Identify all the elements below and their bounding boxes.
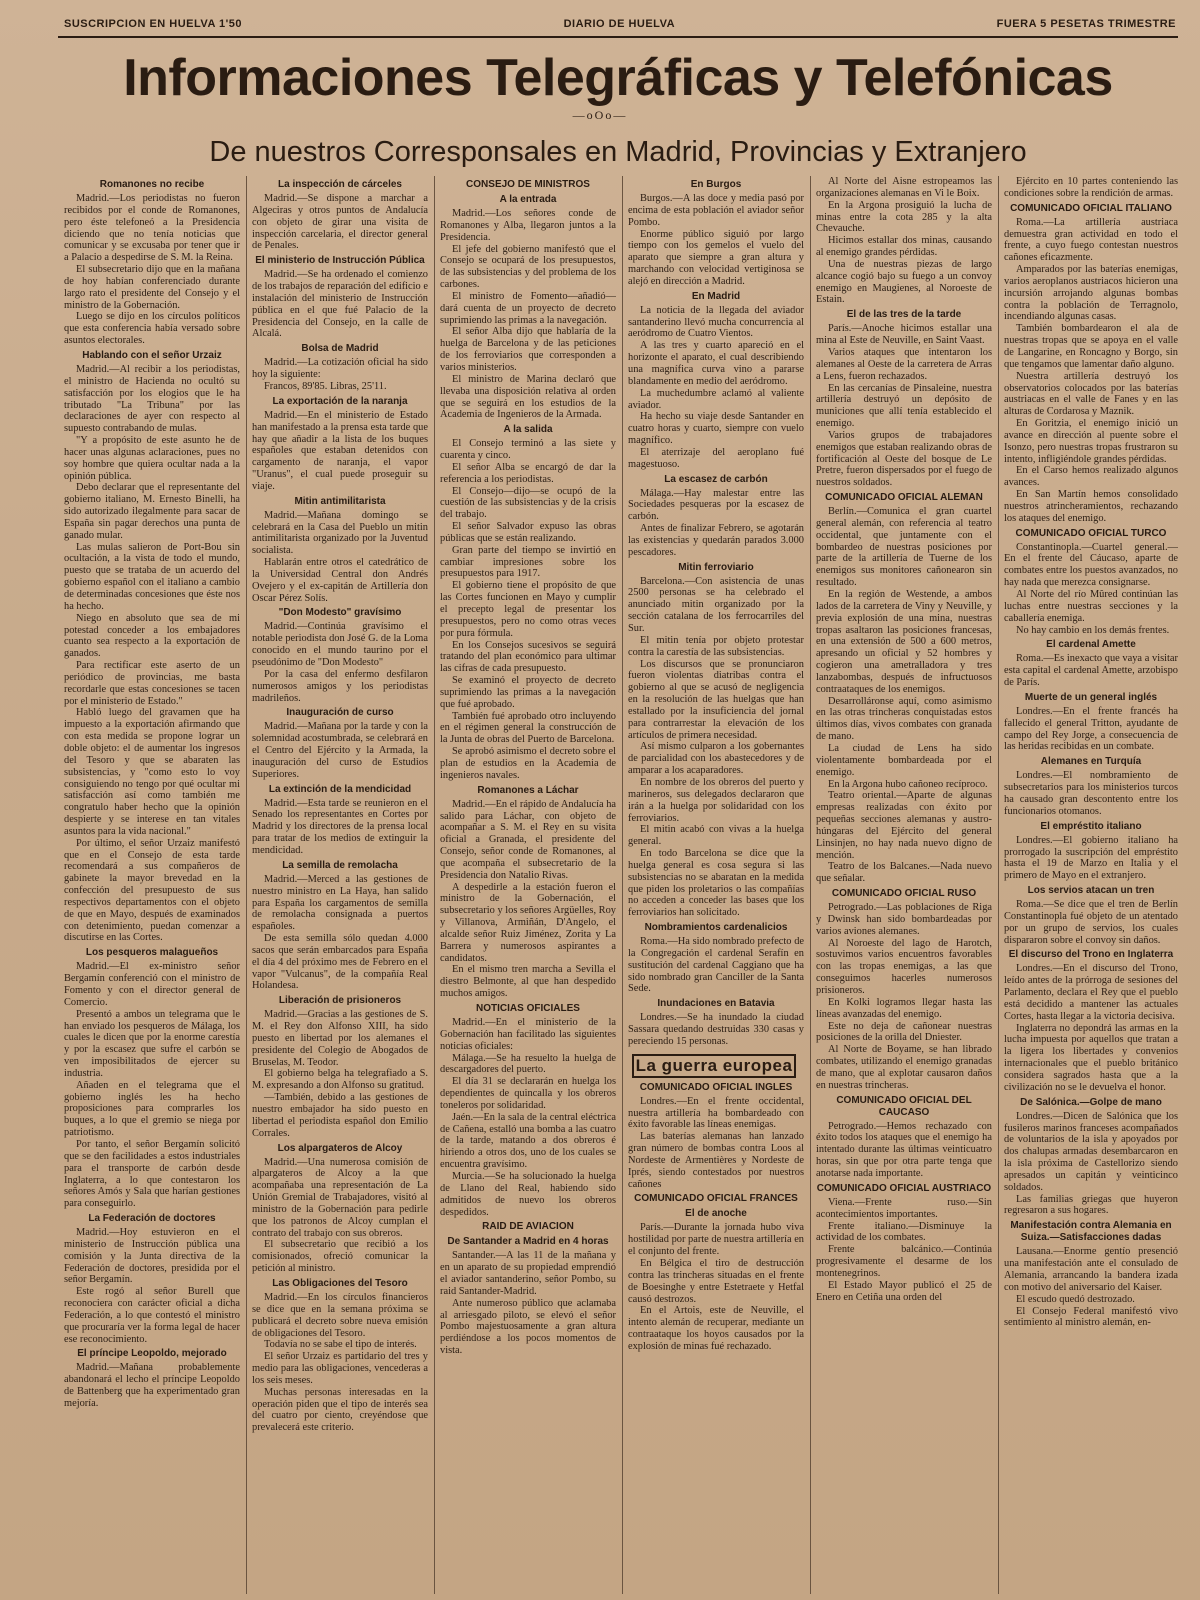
article-paragraph: Frente italiano.—Disminuye la actividad de los combates.: [816, 1220, 992, 1244]
article-heading: COMUNICADO OFICIAL TURCO: [1015, 527, 1167, 539]
article-paragraph: Desarrolláronse aquí, como asimismo en las otras trincheras conquistadas estos últimos días, vivos combates con granada de mano.: [816, 695, 992, 743]
article-paragraph: El subsecretario que recibió a los comisionados, ofreció comunicar la petición al ministro.: [252, 1239, 428, 1275]
article-paragraph: Habló luego del gravamen que ha impuesto a la exportación afirmando que con esta medida se propone lograr un doble objeto: el de aumentar los ingresos del Tesoro y que se abaraten las subsistencias, y "como esto lo voy consiguiendo no tengo por qué ocultar mi satisfacción así como también me congratulo haber hecho que la opinión despierte y se interese en tan vitales asuntos para la vida nacional.": [64, 707, 240, 837]
article-paragraph: Francos, 89'85. Libras, 25'11.: [264, 380, 387, 392]
article-heading: COMUNICADO OFICIAL RUSO: [831, 888, 977, 900]
article-heading: De Salónica.—Golpe de mano: [1020, 1096, 1162, 1108]
article-paragraph: En nombre de los obreros del puerto y marineros, sus delegados declararon que irán a la huelga por solidaridad con los ferroviarios.: [628, 776, 804, 824]
article-heading: El ministerio de Instrucción Pública: [255, 255, 425, 267]
article-paragraph: Madrid.—Se ha ordenado el comienzo de los trabajos de reparación del edificio e instalación del ministerio de Instrucción pública en el que fué Palacio de la Presidencia del Consejo, en la calle de Alcalá.: [252, 269, 428, 340]
article-heading: RAID DE AVIACION: [482, 1221, 574, 1233]
article-paragraph: Londres.—Dicen de Salónica que los fusileros marinos franceses acompañados de voluntarios de la isla y apoyados por dos chalupas armadas desembarcaron en la isla próxima de Castellorizo siendo apresados un capitán y veinticinco soldados.: [1004, 1110, 1178, 1193]
article-heading: El de anoche: [685, 1208, 747, 1220]
article-heading: COMUNICADO OFICIAL FRANCES: [634, 1193, 798, 1205]
article-paragraph: Roma.—Se dice que el tren de Berlín Constantinopla fué objeto de un atentado por un grupo de servios, los cuales dispararon sobre el convoy sin daños.: [1004, 899, 1178, 946]
article-paragraph: En Kolki logramos llegar hasta las líneas avanzadas del enemigo.: [816, 996, 992, 1020]
article-heading: La inspección de cárceles: [278, 179, 402, 190]
article-paragraph: Londres.—En el frente francés ha fallecido el general Tritton, ayudante de campo del Rey Jorge, a consecuencia de las heridas recibidas en un combate.: [1004, 705, 1178, 753]
article-paragraph: Por tanto, el señor Bergamín solicitó que se den facilidades a estos industriales para el transporte de carbón desde Inglaterra, a lo que contestaron los señores Amós y Sala que harían gestiones para conseguirlo.: [64, 1138, 240, 1210]
article-heading: La semilla de remolacha: [282, 859, 398, 871]
article-paragraph: Así mismo culparon a los gobernantes de parcialidad con los abastecedores y de amparar a los acaparadores.: [628, 741, 804, 777]
article-heading: Alemanes en Turquía: [1040, 756, 1142, 768]
header-subscription: SUSCRIPCION EN HUELVA 1'50: [64, 18, 242, 30]
article-paragraph: En las cercanías de Pinsaleine, nuestra artillería destruyó un depósito de municiones que allí tenía establecido el enemigo.: [816, 382, 992, 430]
article-paragraph: En San Martín hemos consolidado nuestros atrincheramientos, rechazando los ataques del enemigo.: [1004, 489, 1178, 524]
article-paragraph: Para rectificar este aserto de un periódico de provincias, me basta recordarle que estas concesiones se tacen por el ministerio de Estado.": [64, 660, 240, 707]
article-paragraph: En Goritzia, el enemigo inició un avance en dirección al puente sobre el Isonzo, pero nuestras tropas frustraron su intento, infligiéndole grandes pérdidas.: [1004, 418, 1178, 465]
article-paragraph: Roma.—La artillería austriaca demuestra gran actividad en todo el frente, a cuyo fuego contestan nuestros cañones eficazmente.: [1004, 216, 1178, 264]
section-banner-guerra: La guerra europea: [632, 1054, 796, 1078]
article-paragraph: Londres.—En el frente occidental, nuestra artillería ha bombardeado con éxito favorable las líneas enemigas.: [628, 1095, 804, 1131]
column-1: [64, 176, 240, 1594]
article-paragraph: Hablarán entre otros el catedrático de la Universidad Central don Andrés Ovejero y el ex-capitán de Artillería don Oscar Pérez Solís.: [252, 557, 428, 604]
article-paragraph: En los Consejos sucesivos se seguirá tratando del plan económico para ultimar las cifras de cada presupuesto.: [440, 639, 616, 675]
article-heading: Manifestación contra Alemania en Suiza.—Satisfacciones dadas: [1010, 1220, 1172, 1244]
article-paragraph: Londres.—Se ha inundado la ciudad Sassara quedando destruidas 330 casas y pereciendo 15 personas.: [628, 1012, 804, 1047]
article-paragraph: Madrid.—Los señores conde de Romanones y Alba, llegaron juntos a la Presidencia.: [440, 208, 616, 243]
article-paragraph: Las mulas salieron de Port-Bou sin ocultación, a la vista de todo el mundo, puesto que se trataba de un acuerdo del gobierno español con el italiano a cambio de determinadas concesiones que éste nos ha hecho.: [64, 541, 240, 612]
article-paragraph: El ministro de Fomento—añadió—dará cuenta de un proyecto de decreto suprimiendo las primas a la navegación.: [440, 290, 616, 326]
column-2: [252, 176, 428, 1594]
article-heading: El príncipe Leopoldo, mejorado: [77, 1348, 227, 1360]
article-paragraph: Al Noroeste del lago de Harotch, sostuvimos varios encuentros favorables con las tropas enemigas, a las que conseguimos hacerles numerosos prisioneros.: [816, 937, 992, 996]
column-divider: [434, 176, 435, 1594]
article-paragraph: El señor Alba se encargó de dar la referencia a los periodistas.: [440, 461, 616, 485]
article-paragraph: En Bélgica el tiro de destrucción contra las trincheras situadas en el frente de Boesinghe y entre Estetraete y Hetfal causó destrozos.: [628, 1257, 804, 1305]
article-paragraph: Madrid.—En el rápido de Andalucía ha salido para Láchar, con objeto de acompañar a S. M. el Rey en su visita oficial a Granada, el presidente del Consejo, señor conde de Romanones, al que acompaña el subsecretario de la Presidencia don Natalio Rivas.: [440, 798, 616, 881]
article-paragraph: Amparados por las baterías enemigas, varios aeroplanos austriacos hicieron una incursión arrojando algunas bombas contra la población de Terragnolo, incendiando algunas casas.: [1004, 264, 1178, 323]
masthead-title: Informaciones Telegráficas y Telefónicas: [123, 49, 1113, 107]
article-heading: Mitin ferroviario: [678, 561, 754, 573]
article-paragraph: —También, debido a las gestiones de nuestro embajador ha sido puesto en libertad el periodista español don Emilio Corrales.: [252, 1092, 428, 1139]
article-paragraph: También bombardearon el ala de nuestras tropas que se apoya en el valle de Langarine, en Roncagno y Borgo, sin que tengamos que lamentar daño alguno.: [1004, 323, 1178, 370]
article-heading: Las Obligaciones del Tesoro: [272, 1277, 408, 1289]
article-paragraph: Madrid.—Al recibir a los periodistas, el ministro de Hacienda no ocultó su satisfacción por los elogios que le ha tributado "La Tribuna" por las declaraciones de ayer con respecto al supuesto contrabando de mulas.: [64, 363, 240, 435]
article-paragraph: Inglaterra no depondrá las armas en la lucha impuesta por aquellos que tratan a la ligera los libertades y convenios internacionales que el pueblo británico considera sagrados hasta que a la civilización no se le devuelva el honor.: [1004, 1022, 1178, 1093]
article-paragraph: Teatro de los Balcanes.—Nada nuevo que señalar.: [816, 861, 992, 885]
article-paragraph: Burgos.—A las doce y media pasó por encima de esta población el aviador señor Pombo.: [628, 193, 804, 228]
article-paragraph: Málaga.—Hay malestar entre las Sociedades pesqueras por la escasez de carbón.: [628, 487, 804, 523]
article-paragraph: Hicimos estallar dos minas, causando al enemigo grandes pérdidas.: [816, 235, 992, 259]
article-paragraph: En la Argona prosiguió la lucha de minas entre la cota 285 y la alta Chevauche.: [816, 199, 992, 235]
article-paragraph: La ciudad de Lens ha sido violentamente bombardeada por el enemigo.: [816, 742, 992, 778]
article-paragraph: Los discursos que se pronunciaron fueron violentas diatribas contra el gobierno al que se acusó de negligencia en la resolución de las huelgas que han estallado por la insuficiencia del jornal para contrarrestar la elevación de los artículos de primera necesidad.: [628, 658, 804, 741]
article-paragraph: Madrid.—La cotización oficial ha sido hoy la siguiente:: [252, 357, 428, 381]
article-paragraph: El señor Alba dijo que hablaría de la huelga de Barcelona y de las peticiones de los ferroviarios que corresponden a varios ministerios.: [440, 326, 616, 373]
column-divider: [622, 176, 623, 1594]
article-paragraph: Londres.—El gobierno italiano ha prorrogado la suscripción del empréstito hasta el 19 de Marzo en Italia y el primero de Mayo en el extranjero.: [1004, 834, 1178, 882]
article-paragraph: Madrid.—Los periodistas no fueron recibidos por el conde de Romanones, pero éste telefoneó a la Presidencia diciendo que no tenía noticias que comunicar y se excusaba por tener que ir a Palacio a despedirse de S. M. la Reina.: [64, 193, 240, 264]
article-paragraph: En la región de Westende, a ambos lados de la carretera de Viny y Neuville, y previa explosión de una mina, nuestras tropas asaltaron las posiciones francesas, en una extensión de 500 a 600 metros, apresando un oficial y 52 hombres y cogieron una ametralladora y tres lanzabombas, después de infructuosos contraataques de los enemigos.: [816, 589, 992, 695]
article-paragraph: Madrid.—Esta tarde se reunieron en el Senado los representantes en Cortes por Madrid y los directores de la prensa local para tratar de los medios de extinguir la mendicidad.: [252, 797, 428, 856]
article-paragraph: El subsecretario dijo que en la mañana de hoy habían conferenciado durante largo rato el presidente del Consejo y el ministro de la Gobernación.: [64, 264, 240, 311]
article-paragraph: La muchedumbre aclamó al valiente aviador.: [628, 387, 804, 411]
article-paragraph: La noticia de la llegada del aviador santanderino llevó mucha concurrencia al aeródromo de Cuatro Vientos.: [628, 304, 804, 340]
article-heading: Liberación de prisioneros: [278, 995, 402, 1007]
article-paragraph: El gobierno belga ha telegrafiado a S. M. expresando a don Alfonso su gratitud.: [252, 1068, 428, 1092]
article-paragraph: En el Carso hemos realizado algunos avances.: [1004, 465, 1178, 489]
ornament-divider: —oOo—: [572, 108, 628, 122]
article-paragraph: El día 31 se declararán en huelga los dependientes de quincalla y los obreros toneleros por solidaridad.: [440, 1076, 616, 1111]
article-paragraph: El ministro de Marina declaró que llevaba una disposición relativa al orden que se seguirá en los estudios de la Academia de Ingenieros de la Armada.: [440, 373, 616, 421]
article-paragraph: Londres.—El nombramiento de subsecretarios para los ministerios turcos ha causado gran descontento entre los funcionarios otomanos.: [1004, 770, 1178, 817]
article-paragraph: Al Norte del Aisne estropeamos las organizaciones alemanas en Vi le Boix.: [816, 176, 992, 199]
article-paragraph: Petrogrado.—Hemos rechazado con éxito todos los ataques que el enemigo ha intentado durante las últimas veinticuatro horas, sin que por otra parte tenga que anotarse nada importante.: [816, 1120, 992, 1179]
article-heading: Mitin antimilitarista: [294, 495, 386, 507]
article-heading: De Santander a Madrid en 4 horas: [447, 1236, 609, 1248]
article-paragraph: El señor Salvador expuso las obras públicas que se están realizando.: [440, 521, 616, 544]
article-heading: A la salida: [503, 424, 553, 436]
article-paragraph: Añaden en el telegrama que el gobierno inglés les ha hecho proposiciones para comprarles los buques, a lo que el gremio se niega por patriotismo.: [64, 1079, 240, 1139]
running-header: [64, 14, 1176, 34]
column-divider: [810, 176, 811, 1594]
article-paragraph: Madrid.—Merced a las gestiones de nuestro ministro en La Haya, han salido para España los cargamentos de semilla de remolacha consignada a puertos españoles.: [252, 873, 428, 933]
article-heading: COMUNICADO OFICIAL DEL CAUCASO: [836, 1094, 972, 1118]
article-paragraph: Frente balcánico.—Continúa progresivamente el desarme de los montenegrinos.: [816, 1244, 992, 1279]
header-rule: [58, 36, 1178, 38]
article-paragraph: El gobierno tiene el propósito de que las Cortes funcionen en Mayo y cumplir el precepto legal de presentar los presupuestos, pero no como otras veces por pura fórmula.: [440, 580, 616, 639]
article-paragraph: En todo Barcelona se dice que la huelga general es cosa segura si las subsistencias no se abaratan en la medida que piden los proletarios o las compañías no acceden a conceder las bases que los ferroviarios han solicitado.: [628, 848, 804, 919]
article-paragraph: Muchas personas interesadas en la operación piden que el tipo de interés sea del cuatro por ciento, creyéndose que prevalecerá este criterio.: [252, 1386, 428, 1434]
article-paragraph: Las baterías alemanas han lanzado gran número de bombas contra Loos al Nordeste de Armentières y Nordeste de Iprés, siendo contestados por nuestros cañones: [628, 1131, 804, 1190]
column-divider: [246, 176, 247, 1594]
article-paragraph: Santander.—A las 11 de la mañana y en un aparato de su propiedad emprendió el aviador santanderino, señor Pombo, su raid Santander-Madrid.: [440, 1250, 616, 1297]
article-heading: La extinción de la mendicidad: [268, 783, 412, 795]
article-paragraph: Varios ataques que intentaron los alemanes al Oeste de la carretera de Arras a Lens, fueron rechazados.: [816, 346, 992, 382]
article-paragraph: Una de nuestras piezas de largo alcance cogió bajo su fuego a un convoy enemigo en Maugienes, al Noroeste de Estain.: [816, 258, 992, 306]
article-paragraph: El escudo quedó destrozado.: [1016, 1293, 1135, 1305]
article-paragraph: Debo declarar que el representante del gobierno italiano, M. Ernesto Binelli, ha sido autorizado ilegalmente para sacar de España sin pagar derechos una punta de ganado mular.: [64, 482, 240, 541]
article-paragraph: Madrid.—Una numerosa comisión de alpargateros de Alcoy a la que acompañaba una representación de La Unión Gremial de Trabajadores, visitó al ministro de la Gobernación para pedirle que los patronos de Alcoy cumplan el contrato del trabajo con sus obreros.: [252, 1156, 428, 1239]
article-heading: Los alpargateros de Alcoy: [277, 1142, 403, 1154]
article-paragraph: Londres.—En el discurso del Trono, leído antes de la prórroga de sesiones del Parlamento, declara el Rey que el pueblo está decidido a mantener las actuales Cortes, hasta llegar a la victoria decisiva.: [1004, 963, 1178, 1022]
article-paragraph: Madrid.—El ex-ministro señor Bergamín conferenció con el ministro de Fomento y con el director general de Comercio.: [64, 961, 240, 1008]
article-paragraph: Teatro oriental.—Aparte de algunas empresas realizadas con éxito por pequeñas secciones alemanas y austro-húngaras del Ejército del general Linsinjen, no hay nada nuevo digno de mención.: [816, 790, 992, 861]
article-heading: Los servios atacan un tren: [1027, 885, 1155, 897]
article-heading: Los pesqueros malagueños: [85, 947, 219, 959]
article-heading: Muerte de un general inglés: [1024, 691, 1158, 703]
article-paragraph: Málaga.—Se ha resuelto la huelga de descargadores del puerto.: [440, 1052, 616, 1076]
article-paragraph: El Consejo Federal manifestó vivo sentimiento al ministro alemán, en-: [1004, 1305, 1178, 1329]
article-paragraph: Petrogrado.—Las poblaciones de Riga y Dwinsk han sido bombardeadas por varios aviones alemanes.: [816, 902, 992, 937]
article-paragraph: París.—Anoche hicimos estallar una mina al Este de Neuville, en Saint Vaast.: [816, 323, 992, 347]
article-paragraph: El jefe del gobierno manifestó que el Consejo se ocupará de los presupuestos, de las subsistencias y del problema de los carbones.: [440, 243, 616, 291]
article-heading: Nombramientos cardenalicios: [644, 922, 788, 934]
article-paragraph: Al Norte del río Mûred continúan las luchas entre nuestras secciones y la caballería enemiga.: [1004, 589, 1178, 624]
article-paragraph: Al Norte de Boyame, se han librado combates, utilizando el enemigo granadas de mano, que al explotar causaron daños en nuestras trincheras.: [816, 1044, 992, 1091]
article-paragraph: Viena.—Frente ruso.—Sin acontecimientos importantes.: [816, 1196, 992, 1220]
article-paragraph: En la Argona hubo cañoneo recíproco.: [828, 778, 988, 790]
article-heading: CONSEJO DE MINISTROS: [466, 179, 590, 190]
article-paragraph: Madrid.—Hoy estuvieron en el ministerio de Instrucción pública una comisión y la Junta directiva de la Federación de doctores, presidida por el señor Bergamín.: [64, 1227, 240, 1286]
article-paragraph: El señor Urzaiz es partidario del tres y medio para las obligaciones, vencederas a los seis meses.: [252, 1351, 428, 1386]
article-paragraph: Barcelona.—Con asistencia de unas 2500 personas se ha celebrado el anunciado mitin organizado por la sección catalana de los ferrocarriles del Sur.: [628, 575, 804, 634]
article-paragraph: En el mismo tren marcha a Sevilla el diestro Belmonte, al que han despedido muchos amigos.: [440, 964, 616, 1000]
article-heading: El discurso del Trono en Inglaterra: [1008, 949, 1174, 961]
article-paragraph: No hay cambio en los demás frentes.: [1016, 624, 1170, 636]
article-paragraph: Madrid.—Gracias a las gestiones de S. M. el Rey don Alfonso XIII, ha sido puesto en libertad por los alemanes el presidente del Colegio de Abogados de Bruselas, M. Teodor.: [252, 1009, 428, 1068]
article-paragraph: Por la casa del enfermo desfilaron numerosos amigos y los periodistas madrileños.: [252, 668, 428, 704]
article-heading: La Federación de doctores: [88, 1213, 216, 1225]
article-paragraph: El Consejo terminó a las siete y cuarenta y cinco.: [440, 438, 616, 462]
article-paragraph: El Consejo—dijo—se ocupó de la cuestión de las subsistencias y de la crisis del trabajo.: [440, 485, 616, 521]
article-paragraph: Las familias griegas que huyeron regresaron a sus hogares.: [1004, 1193, 1178, 1217]
article-paragraph: Roma.—Es inexacto que vaya a visitar esta capital el cardenal Amette, arzobispo de París.: [1004, 653, 1178, 689]
article-heading: Bolsa de Madrid: [301, 343, 379, 355]
column-5: [816, 176, 992, 1594]
article-heading: Inauguración de curso: [286, 707, 394, 719]
column-6: [1004, 176, 1178, 1594]
column-3: [440, 176, 616, 1594]
article-paragraph: Madrid.—En el ministerio de la Gobernación han facilitado las siguientes noticias oficiales:: [440, 1017, 616, 1052]
article-paragraph: Madrid.—En el ministerio de Estado han manifestado a la prensa esta tarde que hay que añadir a la lista de los buques españoles que estaban detenidos con cargamento de naranja, el vapor "Uranus", el cual puede proseguir su viaje.: [252, 409, 428, 492]
article-paragraph: Varios grupos de trabajadores enemigos que estaban realizando obras de fortificación al Oeste del bosque de Le Pretre, fueron dispersados por el fuego de nuestros soldados.: [816, 429, 992, 489]
article-paragraph: En el Artois, este de Neuville, el intento alemán de recuperar, mediante un contraataque los hoyos causados por la explosión de minas fué rechazado.: [628, 1305, 804, 1352]
article-paragraph: También fué aprobado otro incluyendo en el régimen general la construcción de la Junta de obras del Puerto de Barcelona.: [440, 710, 616, 746]
header-price: FUERA 5 PESETAS TRIMESTRE: [996, 18, 1176, 30]
article-paragraph: Todavía no se sabe el tipo de interés.: [264, 1339, 417, 1351]
article-paragraph: Gran parte del tiempo se invirtió en cambiar impresiones sobre los presupuestos para 1917.: [440, 544, 616, 580]
article-heading: "Don Modesto" gravísimo: [278, 607, 402, 619]
article-paragraph: El mitin acabó con vivas a la huelga general.: [628, 824, 804, 848]
article-paragraph: Murcia.—Se ha solucionado la huelga de Llano del Real, habiendo sido admitidos de nuevo los obreros despedidos.: [440, 1170, 616, 1218]
article-heading: NOTICIAS OFICIALES: [476, 1003, 580, 1014]
article-paragraph: Niego en absoluto que sea de mi potestad conceder a los embajadores cuanto sea respecto a la exportación de ganados.: [64, 612, 240, 660]
article-paragraph: Nuestra artillería destruyó los observatorios colocados por las baterías austriacas en el valle de Fanes y en las alturas de Cordarosa y Maznik.: [1004, 370, 1178, 418]
article-paragraph: El Estado Mayor publicó el 25 de Enero en Cetiña una orden del: [816, 1279, 992, 1303]
article-paragraph: Jaén.—En la sala de la central eléctrica de Cañena, estalló una bomba a las cuatro de la tarde, matando a dos obreros é hiriendo a otros dos, uno de los cuales se encuentra gravísimo.: [440, 1111, 616, 1171]
article-heading: Romanones no recibe: [99, 179, 205, 190]
column-4: [628, 176, 804, 1594]
article-columns: [64, 176, 1178, 1594]
article-paragraph: Madrid.—En los círculos financieros se dice que en la semana próxima se publicará el decreto sobre nueva emisión de obligaciones del Tesoro.: [252, 1291, 428, 1339]
article-paragraph: París.—Durante la jornada hubo viva hostilidad por parte de nuestra artillería en el conjunto del frente.: [628, 1222, 804, 1258]
article-paragraph: Lausana.—Enorme gentío presenció una manifestación ante el consulado de Alemania, arrancando la bandera izada con motivo del aniversario del Kaiser.: [1004, 1246, 1178, 1293]
article-heading: Romanones a Láchar: [477, 784, 579, 796]
article-paragraph: Madrid.—Mañana por la tarde y con la solemnidad acostumbrada, se celebrará en el Centro del Ejército y la Armada, la inauguración del curso de Estudios Superiores.: [252, 721, 428, 780]
article-heading: COMUNICADO OFICIAL INGLES: [639, 1081, 793, 1093]
article-paragraph: De esta semilla sólo quedan 4.000 sacos que serán embarcados para España el día 4 del próximo mes de Febrero en el vapor "Vulcanus", de la compañía Real Holandesa.: [252, 933, 428, 992]
header-newspaper-name: DIARIO DE HUELVA: [563, 18, 676, 30]
article-paragraph: El mitin tenía por objeto protestar contra la carestía de las subsistencias.: [628, 634, 804, 658]
article-heading: La escasez de carbón: [664, 473, 768, 485]
article-paragraph: Luego se dijo en los círculos políticos que esta conferencia había versado sobre asuntos electorales.: [64, 311, 240, 347]
article-paragraph: Presentó a ambos un telegrama que le han enviado los pesqueros de Málaga, los cuales le dicen que por la enorme carestía y por la escasez que sufre el carbón se ven imposibilitados de ejercer su industria.: [64, 1008, 240, 1079]
article-heading: En Madrid: [691, 290, 741, 302]
article-paragraph: Roma.—Ha sido nombrado prefecto de la Congregación el cardenal Serafín en sustitución del cardenal Caggiano que ha sido nombrado gran Canciller de la Santa Sede.: [628, 936, 804, 995]
article-paragraph: Madrid.—Continúa gravísimo el notable periodista don José G. de la Loma conocido en el mundo taurino por el pseudónimo de "Don Modesto": [252, 621, 428, 668]
article-paragraph: Madrid.—Se dispone a marchar a Algeciras y otros puntos de Andalucía con objeto de girar una visita de inspección carcelaria, el director general de Penales.: [252, 193, 428, 252]
article-paragraph: Berlín.—Comunica el gran cuartel general alemán, con referencia al teatro occidental, que juntamente con el bombardeo de nuestras posiciones por parte de la artillería de Tuerne de los enemigos sus monitores cañonearon sin resultado.: [816, 506, 992, 589]
article-paragraph: A las tres y cuarto apareció en el horizonte el aparato, el cual describiendo una magnífica curva vino a pararse blandamente en medio del aeródromo.: [628, 340, 804, 387]
article-paragraph: Antes de finalizar Febrero, se agotarán las existencias y quedarán parados 3.000 pescadores.: [628, 523, 804, 558]
article-heading: El empréstito italiano: [1040, 820, 1142, 832]
article-heading: El de las tres de la tarde: [846, 309, 962, 321]
article-heading: La exportación de la naranja: [272, 395, 408, 407]
article-paragraph: Ante numeroso público que aclamaba al arriesgado piloto, se elevó el señor Pombo majestuosamente a gran altura perdiéndose a los pocos momentos de vista.: [440, 1297, 616, 1357]
article-paragraph: Este rogó al señor Burell que reconociera con carácter oficial a dicha Federación, a lo que contestó el ministro que procuraría ver la forma legal de hacer ese reconocimiento.: [64, 1286, 240, 1345]
article-heading: El cardenal Amette: [1046, 639, 1136, 651]
article-paragraph: Madrid.—Mañana probablemente abandonará el lecho el príncipe Leopoldo de Battenberg que ha experimentado gran mejoría.: [64, 1362, 240, 1409]
article-heading: Inundaciones en Batavia: [657, 998, 775, 1010]
article-paragraph: Enorme público siguió por largo tiempo con los gemelos el vuelo del aparato que siempre a gran altura y marchando con velocidad vertiginosa se alejó en dirección a Madrid.: [628, 228, 804, 287]
article-paragraph: "Y a propósito de este asunto he de hacer unas algunas aclaraciones, pues no soy hombre que quiera ocultar nada a la opinión pública.: [64, 435, 240, 482]
article-paragraph: Se examinó el proyecto de decreto suprimiendo las primas a la navegación que fué aprobado.: [440, 675, 616, 710]
article-heading: Hablando con el señor Urzaiz: [82, 349, 222, 361]
article-heading: En Burgos: [690, 179, 742, 190]
article-paragraph: Ha hecho su viaje desde Santander en cuatro horas y cuarto, siempre con vuelo magnífico.: [628, 411, 804, 447]
article-paragraph: Ejército en 10 partes conteniendo las condiciones sobre la rendición de armas.: [1004, 176, 1178, 199]
article-paragraph: Este no deja de cañonear nuestras posiciones de la orilla del Dniester.: [816, 1020, 992, 1044]
article-paragraph: A despedirle a la estación fueron el ministro de la Gobernación, el subsecretario y los señores Argüelles, Roy y Villanova, Armiñán, D'Angelo, el alcalde señor Ruiz Jiménez, Zorita y La Barrera y numerosos aspirantes a candidatos.: [440, 881, 616, 964]
article-paragraph: El aterrizaje del aeroplano fué magestuoso.: [628, 446, 804, 470]
article-heading: COMUNICADO OFICIAL AUSTRIACO: [816, 1182, 992, 1194]
article-paragraph: Madrid.—Mañana domingo se celebrará en la Casa del Pueblo un mitin antimilitarista organizado por la Juventud socialista.: [252, 509, 428, 557]
article-heading: COMUNICADO OFICIAL ALEMAN: [825, 492, 983, 504]
article-heading: A la entrada: [499, 194, 557, 205]
article-heading: COMUNICADO OFICIAL ITALIANO: [1010, 202, 1172, 214]
article-paragraph: Por último, el señor Urzaiz manifestó que en el Consejo de esta tarde recomendará a sus compañeros de gabinete la mayor brevedad en la confección del presupuesto de sus respectivos departamentos con el objeto de que en Mayo, después de examinados con detenimiento, puedan comenzar a discutirse en las Cortes.: [64, 837, 240, 944]
section-subtitle: De nuestros Corresponsales en Madrid, Provincias y Extranjero: [209, 136, 1027, 168]
article-paragraph: Se aprobó asimismo el decreto sobre el plan de estudios en la Academia de ingenieros navales.: [440, 746, 616, 781]
article-paragraph: Constantinopla.—Cuartel general.—En el frente del Cáucaso, aparte de combates entre los puestos avanzados, no hay nada que merezca consignarse.: [1004, 541, 1178, 589]
column-divider: [998, 176, 999, 1594]
